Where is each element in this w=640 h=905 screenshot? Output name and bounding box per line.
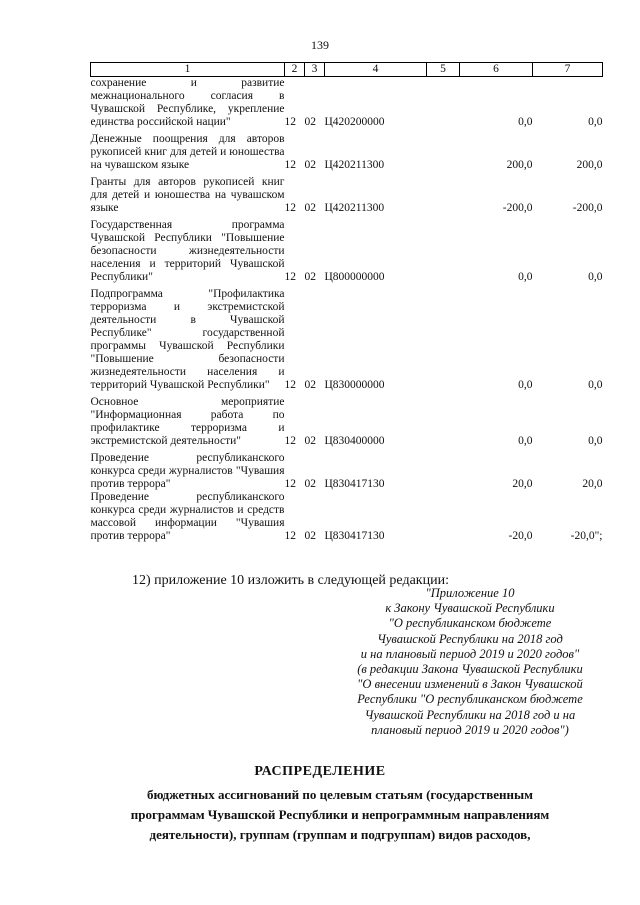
row-section: 12 [284,435,296,447]
row-subsection: 02 [304,271,316,283]
row-amount-2020: 200,0 [576,159,603,171]
row-amount-2019: 0,0 [518,379,533,391]
row-target-code: Ц420211300 [324,202,385,214]
col-header-6: 6 [460,63,533,77]
table-header-row [91,63,603,77]
table-row [91,215,603,284]
row-target-code: Ц830400000 [324,435,385,447]
row-expense-type [427,448,460,491]
col-header-2: 2 [285,63,305,77]
row-amount-2020: 0,0 [588,116,603,128]
row-description: Гранты для авторов рукописей книг для детей и юношества на чувашском языке [90,176,285,214]
table-row [91,448,603,491]
appendix-line: плановый период 2019 и 2020 годов") [371,722,569,737]
row-target-code: Ц420200000 [324,116,385,128]
row-amount-2019: 0,0 [518,271,533,283]
col-header-5: 5 [427,63,460,77]
amendment-instruction: 12) приложение 10 изложить в следующей редакции: [132,573,449,588]
table-row [91,491,603,543]
row-amount-2020: -20,0"; [570,530,603,542]
row-section: 12 [284,202,296,214]
row-section: 12 [284,271,296,283]
row-amount-2020: 0,0 [588,435,603,447]
row-section: 12 [284,116,296,128]
table-row [91,77,603,130]
row-target-code: Ц830417130 [324,530,385,542]
row-expense-type [427,491,460,543]
row-section: 12 [284,530,296,542]
row-expense-type [427,215,460,284]
col-header-4: 4 [325,63,427,77]
row-description: Подпрограмма "Профилактика терроризма и экстремистской деятельности в Чувашской Республике" государственной программы Чувашской Республики "Повышение безопасности жизнедеятельности населения и территорий Чувашской Республики" [90,288,285,391]
row-amount-2019: 200,0 [506,159,533,171]
row-expense-type [427,392,460,448]
row-amount-2020: -200,0 [572,202,603,214]
row-target-code: Ц420211300 [324,159,385,171]
row-amount-2020: 0,0 [588,379,603,391]
appendix-line: "О республиканском бюджете [388,616,552,631]
row-subsection: 02 [304,530,316,542]
row-subsection: 02 [304,478,316,490]
row-section: 12 [284,159,296,171]
table-row [91,284,603,392]
appendix-line: "О внесении изменений в Закон Чувашской [357,677,583,692]
row-subsection: 02 [304,435,316,447]
row-description: Основное мероприятие "Информационная работа по профилактике терроризма и экстремистской деятельности" [90,396,285,447]
row-expense-type [427,284,460,392]
row-subsection: 02 [304,202,316,214]
table-row [91,392,603,448]
col-header-7: 7 [533,63,603,77]
page-number: 139 [311,38,329,52]
table-row [91,172,603,215]
row-description: Денежные поощрения для авторов рукописей книг для детей и юношества на чувашском языке [90,133,285,171]
row-section: 12 [284,478,296,490]
row-subsection: 02 [304,116,316,128]
appendix-line: "Приложение 10 [425,586,515,600]
row-amount-2019: 0,0 [518,435,533,447]
appendix-line: Чувашской Республики на 2018 год и на [364,707,576,722]
appendix-line: (в редакции Закона Чувашской Республики [357,662,583,677]
row-expense-type [427,129,460,172]
row-amount-2020: 20,0 [582,478,603,490]
document-heading: РАСПРЕДЕЛЕНИЕ [254,764,386,779]
appendix-line: Чувашской Республики на 2018 год [377,631,563,646]
document-subheading: бюджетных ассигнований по целевым статьям (государственным программам Чувашской Республики и непрограммным направлениям деятельности), группам (группам и подгруппам) видов расходов, [130,787,550,842]
row-expense-type [427,77,460,130]
row-section: 12 [284,379,296,391]
row-description: Государственная программа Чувашской Республики "Повышение безопасности жизнедеятельности населения и территорий Чувашской Республики" [90,219,285,283]
row-amount-2019: 20,0 [512,478,533,490]
budget-table [90,62,603,543]
row-amount-2019: -20,0 [508,530,533,542]
row-target-code: Ц800000000 [324,271,385,283]
appendix-reference [320,586,620,738]
appendix-line: и на плановый период 2019 и 2020 годов" [360,646,580,661]
appendix-line: к Закону Чувашской Республики [385,601,555,616]
row-target-code: Ц830000000 [324,379,385,391]
table-row [91,129,603,172]
row-description: Проведение республиканского конкурса среди журналистов "Чувашия против террора" [90,452,285,490]
row-target-code: Ц830417130 [324,478,385,490]
row-subsection: 02 [304,159,316,171]
row-amount-2019: 0,0 [518,116,533,128]
row-subsection: 02 [304,379,316,391]
row-description: Проведение республиканского конкурса среди журналистов и средств массовой информации "Чувашия против террора" [90,491,285,542]
row-amount-2019: -200,0 [502,202,533,214]
row-description: сохранение и развитие межнационального согласия в Чувашской Республике, укрепление единства российской нации" [90,77,285,128]
appendix-line: Республики "О республиканском бюджете [357,692,583,707]
row-amount-2020: 0,0 [588,271,603,283]
col-header-1: 1 [91,63,285,77]
row-expense-type [427,172,460,215]
col-header-3: 3 [305,63,325,77]
